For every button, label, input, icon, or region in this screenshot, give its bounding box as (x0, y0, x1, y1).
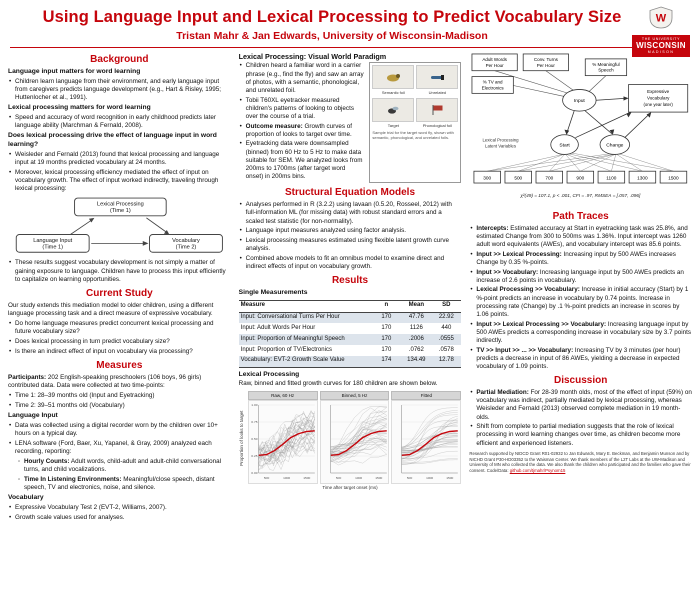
chart-panel-fitted (391, 391, 461, 485)
column-middle (239, 50, 462, 524)
svg-text:Lexical Processing: Lexical Processing (482, 137, 519, 143)
stimulus-image-semantic (372, 65, 414, 89)
svg-text:Lexical Processing: Lexical Processing (96, 201, 144, 208)
svg-text:1000: 1000 (282, 476, 290, 481)
bullet-item: • Lexical Processing >> Vocabulary: Increase in initial accuracy (Start) by 1 %-point predicts an increase in vocabulary by 0.74 points. Increase in processing rate (Change) by .1 %-point predicts an increase in scores by 1.06 points. (469, 286, 692, 319)
svg-text:1100: 1100 (606, 176, 617, 182)
uw-logo (632, 6, 690, 57)
svg-text:0.25: 0.25 (250, 454, 258, 459)
stimulus-label: Phonological foil (422, 122, 452, 128)
bullet-item: • Data was collected using a digital recorder worn by the children over 10+ hours on a typical day. (8, 422, 231, 438)
uw-crest-icon (648, 6, 674, 29)
svg-text:Language Input: Language Input (33, 237, 73, 244)
svg-text:Speech: Speech (598, 67, 614, 73)
bullet-item: • Input >> Lexical Processing >> Vocabulary: Increasing language input by 500 AWEs predicts a corresponding increase in vocabulary size by 3.7 points indirectly. (469, 321, 692, 346)
section-heading-path-traces: Path Traces (552, 210, 609, 222)
svg-text:700: 700 (545, 176, 554, 182)
subheading-input-matters: Language input matters for word learning (8, 68, 141, 75)
bullet-item: • Partial Mediation: For 28-39 month olds, most of the effect of input (59%) on vocabulary was indirect, partially mediated by lexical processing, whereas Weisleder and Fernald (2013) observed complete mediation in 19 month-olds. (469, 389, 692, 422)
stimulus-image-target (372, 98, 414, 122)
svg-text:1500: 1500 (446, 476, 454, 481)
mediation-diagram (10, 196, 229, 256)
uw-logo-line-bottom: MADISON (647, 50, 675, 54)
bullet-item: • Lexical processing measures estimated using flexible latent growth curve analysis. (239, 237, 462, 253)
svg-text:Per Hour: Per Hour (537, 62, 556, 68)
svg-text:300: 300 (483, 176, 492, 182)
svg-text:Expressive: Expressive (647, 88, 670, 94)
subheading-processing-matters: Lexical processing matters for word learning (8, 104, 151, 112)
bullet-item: • Moreover, lexical processing efficiency mediated the effect of input on vocabulary growth. The effect of input worked indirectly, traveling through lexical processing: (8, 169, 231, 194)
bullet-item: • Shift from complete to partial mediation suggests that the role of lexical processing in word learning changes over time, as children become more efficient and experienced listeners. (469, 423, 692, 448)
subheading-vocabulary: Vocabulary (8, 494, 44, 502)
svg-text:0.75: 0.75 (250, 420, 258, 425)
bullet-item: • Analyses performed in R (3.2.2) using lavaan (0.5.20, Rosseel, 2012) with full-information ML (for missing data) with robust standard errors and a scaled test statistic (for non-normality). (239, 201, 462, 226)
bullet-item: • Eyetracking data were downsampled (binned) from 60 Hz to 5 Hz to make data suitable for SEM. We analyzed looks from 200ms to 1700ms (after target word onset) in 200ms bins. (239, 140, 365, 181)
header-rule (10, 47, 690, 48)
chart-y-axis-label: Proportion of looks to target (238, 409, 244, 466)
sem-path-diagram (469, 51, 692, 207)
svg-text:% TV and: % TV and (483, 79, 503, 85)
column-header: Measure (239, 300, 372, 312)
svg-text:1.00: 1.00 (250, 403, 258, 408)
bullet-item: • Weisleder and Fernald (2013) found that lexical processing and language input at 19 months predicted vocabulary at 24 months. (8, 151, 231, 167)
svg-text:(Time 1): (Time 1) (110, 208, 131, 215)
bullet-item: • Input >> Lexical Processing: Increasing input by 500 AWEs increases Change by 0.35 %-points. (469, 251, 692, 267)
svg-text:900: 900 (576, 176, 585, 182)
svg-text:1000: 1000 (426, 476, 434, 481)
svg-text:(one year later): (one year later) (643, 102, 674, 108)
svg-text:500: 500 (514, 176, 523, 182)
bullet-item: • Time 1: 28–39 months old (Input and Eyetracking) (8, 392, 231, 400)
table-row: Input: Proportion of Meaningful Speech 170 .2006 .0555 (239, 334, 462, 345)
facet-strip: Fitted (391, 391, 461, 401)
section-heading-measures: Measures (96, 359, 143, 371)
bullet-item: • Is there an indirect effect of input on vocabulary via processing? (8, 348, 231, 356)
growth-curve-chart (239, 391, 462, 485)
bullet-item: • Outcome measure: Growth curves of proportion of looks to target over time. (239, 123, 365, 139)
stimulus-image-phonological (416, 98, 458, 122)
svg-text:Conv. Turns: Conv. Turns (534, 56, 559, 62)
poster-authors: Tristan Mahr & Jan Edwards, University of Wisconsin-Madison (176, 30, 488, 42)
code-data-link[interactable]: github.com/tjmahr/Psynom15 (509, 468, 566, 474)
column-header: Mean (401, 300, 431, 312)
table-row: Input: Adult Words Per Hour 170 1126 440 (240, 324, 452, 331)
subheading-vwp: Lexical Processing: Visual World Paradigm (238, 52, 387, 61)
model-fit-text: χ²(49) = 107.1, p < .001, CFI = .97, RMSEA = [.057, .096] (520, 193, 641, 199)
svg-text:1500: 1500 (668, 176, 680, 182)
uw-logo-band (632, 35, 690, 57)
bullet-subitem: ◦ Hourly Counts: Adult words, child-adult and adult-child conversational turns, and child vocalizations. (17, 458, 231, 474)
chart-panel-binned (320, 391, 390, 485)
column-right (469, 50, 692, 524)
bullet-item: • Combined above models to fit an omnibus model to examine direct and indirect effects of input on vocabulary growth. (239, 255, 462, 271)
bullet-subitem: ◦ Time In Listening Environments: Meaningful/close speech, distant speech, TV and electronics, noise, and silence. (17, 476, 231, 492)
svg-text:(Time 1): (Time 1) (42, 244, 64, 251)
svg-text:Per Hour: Per Hour (485, 62, 505, 68)
bullet-item: • LENA software (Ford, Baer, Xu, Yapanel, & Gray, 2009) analyzed each recording, reporting: (8, 440, 231, 456)
bullet-item: • Tobii T60XL eyetracker measured children's patterns of looking to objects over the course of a trial. (239, 97, 365, 122)
bullet-item: • TV >> Input >> ... >> Vocabulary: Increasing TV by 3 minutes (per hour) predicts a decrease in input of 86 AWEs, yielding a decrease in expected vocabulary of 1.09 points. (469, 347, 692, 372)
current-study-intro: Our study extends this mediation model to older children, using a different language processing task and a direct measure of expressive vocabulary. (8, 301, 214, 318)
bullet-item: • Intercepts: Estimated accuracy at Start in eyetracking task was 25.8%, and estimated Change from 300 to 500ms was 1.36%. Input intercept was 1260 adult word equivalents (AWEs), and vocabulary intercept was 85.6 points. (469, 225, 692, 250)
measurements-table (239, 300, 462, 368)
svg-text:1500: 1500 (374, 476, 382, 481)
column-header: SD (431, 300, 461, 312)
bullet-item: • Speed and accuracy of word recognition in early childhood predicts later language ability (Marchman & Fernald, 2008). (8, 114, 231, 130)
svg-text:Input: Input (574, 99, 586, 105)
vwp-figure (369, 62, 461, 183)
svg-text:% Meaningful: % Meaningful (592, 61, 620, 67)
figure-caption: Sample trial for the target word fly, shown with semantic, phonological, and unrelated foils. (372, 130, 454, 141)
svg-text:Latent Variables: Latent Variables (485, 143, 517, 149)
subheading-lexical-processing: Lexical Processing (238, 370, 300, 378)
table-row: Input: Conversational Turns Per Hour 170 47.76 22.92 (239, 312, 462, 323)
subheading-language-input: Language Input (8, 412, 58, 420)
subheading-does-processing-drive: Does lexical processing drive the effect of language input in word learning? (8, 132, 217, 148)
column-left (8, 50, 231, 524)
bullet-item: • Do home language measures predict concurrent lexical processing and future vocabulary size? (8, 320, 231, 336)
svg-text:Start: Start (559, 143, 571, 149)
bullet-item: • Input >> Vocabulary: Increasing language input by 500 AWEs predicts an increase of 2.6 points in vocabulary. (469, 269, 692, 285)
bullet-item: • Children learn language from their environment, and early language input from caregivers predicts language development (e.g., Hart & Risley, 1995; Huttenlocher et al., 1991). (8, 78, 231, 103)
bullet-item: • Growth scale values used for analyses. (8, 514, 231, 522)
vwp-block (239, 62, 462, 183)
svg-text:0.50: 0.50 (250, 437, 258, 442)
uw-logo-line-mid: WISCONSIN (636, 41, 686, 50)
poster-header (8, 3, 692, 54)
svg-text:Vocabulary: Vocabulary (172, 237, 200, 244)
stimulus-label: Semantic foil (381, 89, 405, 95)
stimulus-label: Target (387, 122, 399, 128)
svg-text:500: 500 (263, 476, 269, 481)
svg-text:(Time 2): (Time 2) (175, 244, 197, 251)
section-heading-background: Background (90, 54, 149, 65)
participants-paragraph: Participants: 202 English-speaking preschoolers (106 boys, 96 girls) contributed data. Data were collected at two time-points: (8, 373, 202, 390)
svg-text:Change: Change (606, 143, 624, 149)
bullet-item: • Does lexical processing in turn predict vocabulary size? (8, 338, 231, 346)
bullet-item: • Expressive Vocabulary Test 2 (EVT-2, Williams, 2007). (8, 504, 231, 512)
chart-panel-raw (248, 391, 318, 485)
bullet-item: • These results suggest vocabulary development is not simply a matter of gaining exposure to language. Children have to process this input efficiently to capitalize on learning opportunities. (8, 259, 231, 284)
stimulus-label: Unrelated (428, 89, 447, 95)
lexical-processing-text: Raw, binned and fitted growth curves for 180 children are shown below. (238, 380, 438, 388)
bullet-item: • Language input measures analyzed using factor analysis. (239, 227, 462, 235)
poster-title: Using Language Input and Lexical Processing to Predict Vocabulary Size (42, 8, 622, 26)
svg-text:1300: 1300 (637, 176, 649, 182)
bullet-item: • Children heard a familiar word in a carrier phrase (e.g., find the fly) and saw an array of photos, with a semantic, phonological, and unrelated foil. (239, 62, 365, 95)
uw-logo-line-top: THE UNIVERSITY (641, 37, 681, 41)
svg-text:Electronics: Electronics (481, 85, 505, 91)
table-header-row (239, 300, 462, 312)
svg-text:0.00: 0.00 (250, 471, 258, 476)
facet-strip: Binned, 5 Hz (320, 391, 390, 401)
subheading-single-measurements: Single Measurements (238, 289, 308, 297)
svg-text:Vocabulary: Vocabulary (647, 95, 670, 101)
acknowledgements: Research supported by NIDCD Grant R01-02932 to Jan Edwards, Mary E. Beckman, and Benjamin Munson and by NICHD Grant P30-HD03352 to the Waisman Center. We thank members of the L2T Labs at the UW-Madison and University of MN who collected the data. We also thank the children who participated and the families who gave their consent. Code/Data: github.com/tjmahr/Psynom15 (469, 450, 691, 474)
stimulus-image-unrelated (416, 65, 458, 89)
section-heading-sem: Structural Equation Models (285, 187, 416, 199)
svg-text:1500: 1500 (302, 476, 310, 481)
section-heading-discussion: Discussion (554, 375, 608, 387)
facet-strip: Raw, 60 Hz (248, 391, 318, 401)
svg-text:500: 500 (407, 476, 413, 481)
table-row: Input: Proportion of TV/Electronics 170 .0762 .0578 (240, 346, 454, 353)
bullet-item: • Time 2: 39–51 months old (Vocabulary) (8, 402, 231, 410)
column-header: n (371, 300, 401, 312)
svg-text:1000: 1000 (354, 476, 362, 481)
poster-columns (8, 50, 692, 524)
section-heading-results: Results (331, 275, 369, 287)
svg-text:W: W (655, 12, 667, 25)
svg-text:500: 500 (335, 476, 341, 481)
chart-x-axis-label: Time after target onset (ms) (322, 485, 378, 491)
section-heading-current-study: Current Study (86, 287, 153, 299)
svg-text:Adult Words: Adult Words (482, 56, 508, 62)
table-row: Vocabulary: EVT-2 Growth Scale Value 174 134.49 12.78 (239, 356, 462, 367)
